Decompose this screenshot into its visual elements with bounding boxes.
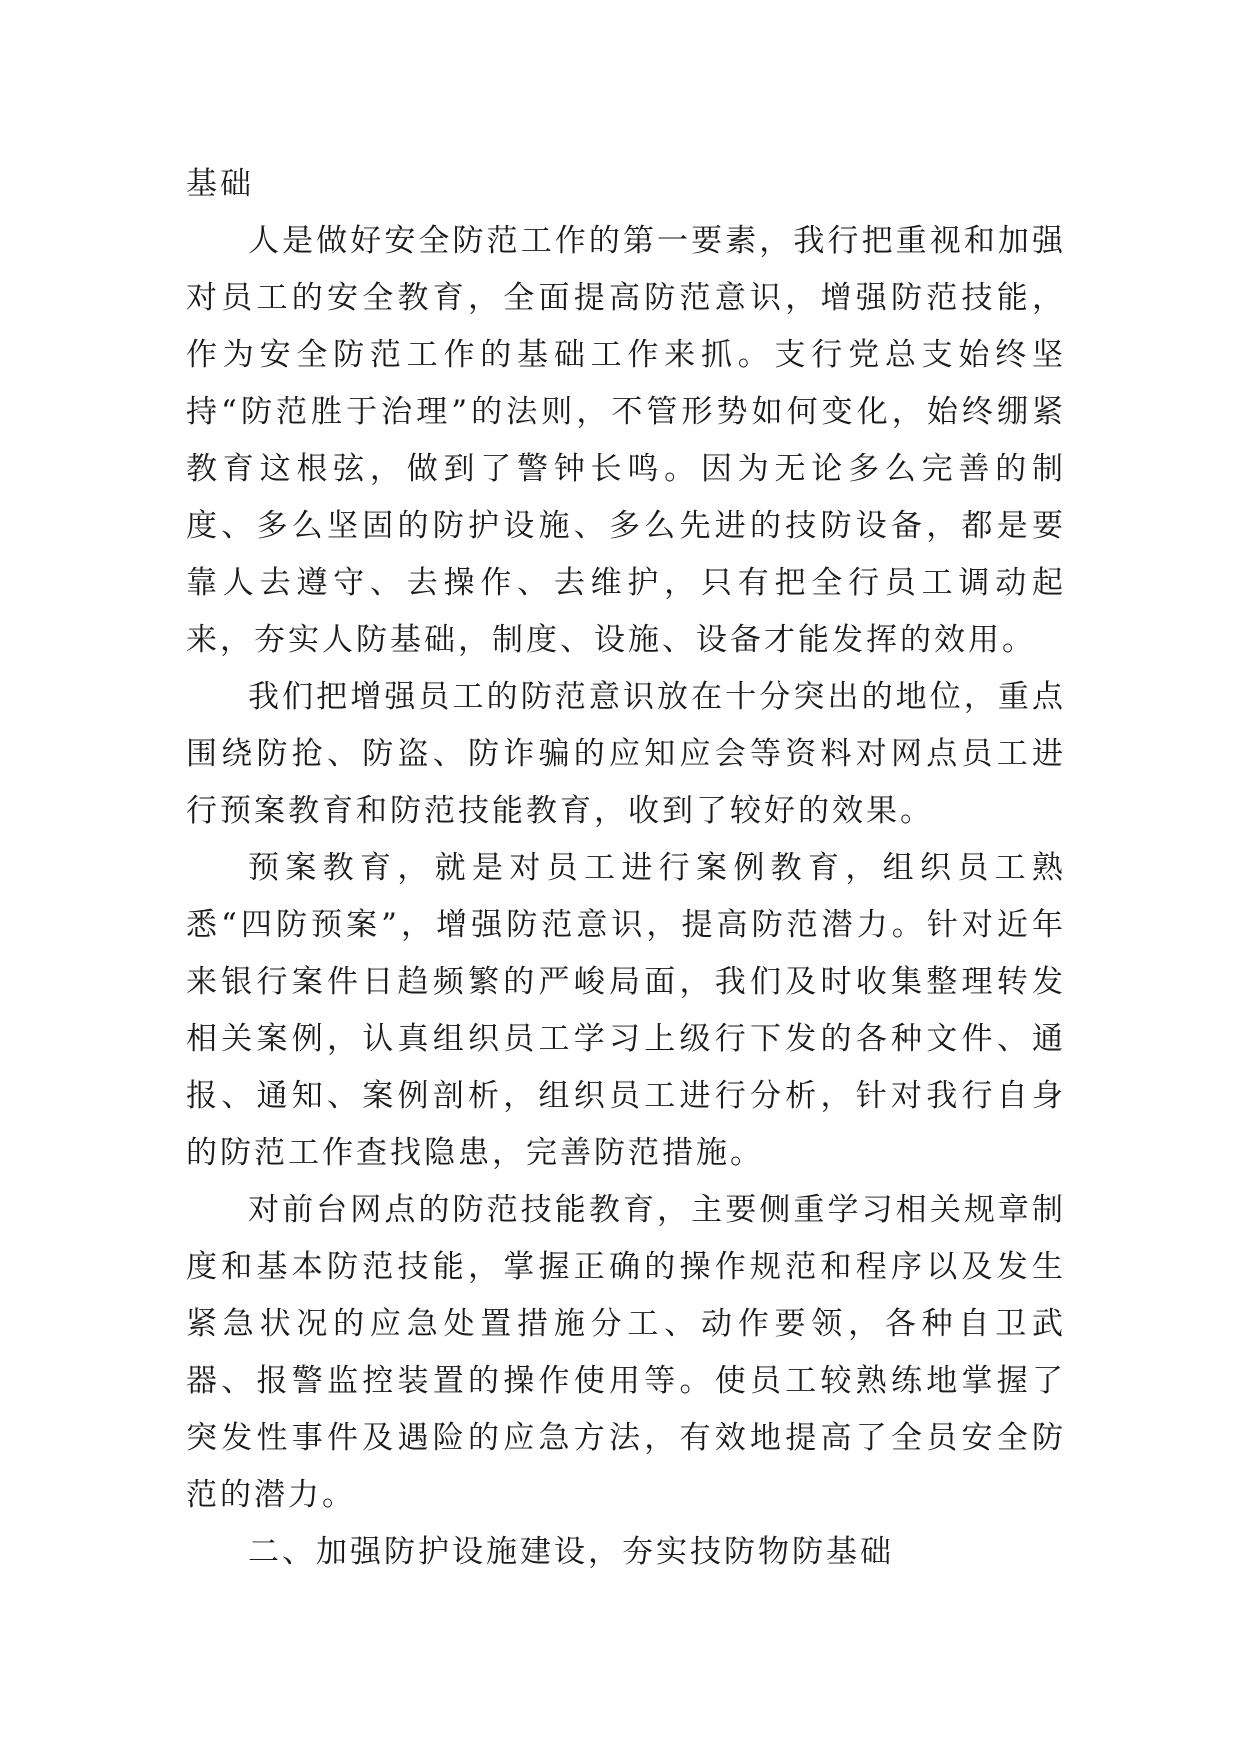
- paragraph-personnel-first: 人是做好安全防范工作的第一要素，我行把重视和加强对员工的安全教育，全面提高防范意识，增强防范技能，作为安全防范工作的基础工作来抓。支行党总支始终坚持“防范胜于治理”的法则，不管形势如何变化，始终绷紧教育这根弦，做到了警钟长鸣。因为无论多么完善的制度、多么坚固的防护设施、多么先进的技防设备，都是要靠人去遵守、去操作、去维护，只有把全行员工调动起来，夯实人防基础，制度、设施、设备才能发挥的效用。: [186, 223, 1066, 658]
- section-heading-two: 二、加强防护设施建设，夯实技防物防基础: [248, 1534, 894, 1570]
- paragraph-continuation: 基础: [186, 166, 254, 202]
- document-body: [186, 156, 1066, 1581]
- paragraph-awareness: 我们把增强员工的防范意识放在十分突出的地位，重点围绕防抢、防盗、防诈骗的应知应会等资料对网点员工进行预案教育和防范技能教育，收到了较好的效果。: [186, 679, 1066, 829]
- paragraph-skills-education: 对前台网点的防范技能教育，主要侧重学习相关规章制度和基本防范技能，掌握正确的操作规范和程序以及发生紧急状况的应急处置措施分工、动作要领，各种自卫武器、报警监控装置的操作使用等。使员工较熟练地掌握了突发性事件及遇险的应急方法，有效地提高了全员安全防范的潜力。: [186, 1192, 1066, 1513]
- paragraph-plan-education: 预案教育，就是对员工进行案例教育，组织员工熟悉“四防预案”，增强防范意识，提高防范潜力。针对近年来银行案件日趋频繁的严峻局面，我们及时收集整理转发相关案例，认真组织员工学习上级行下发的各种文件、通报、通知、案例剖析，组织员工进行分析，针对我行自身的防范工作查找隐患，完善防范措施。: [186, 850, 1066, 1171]
